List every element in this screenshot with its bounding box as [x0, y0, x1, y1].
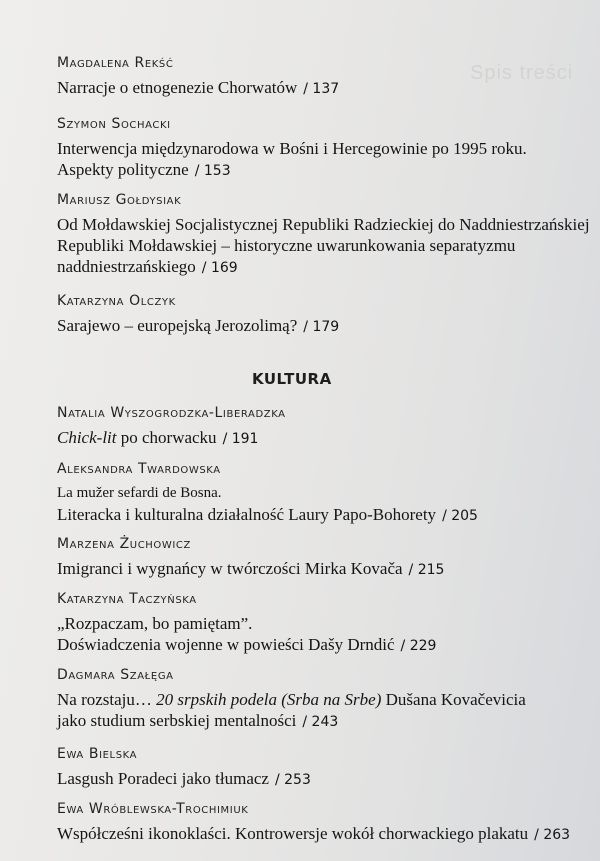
toc-entry	[57, 801, 577, 846]
section-heading: KULTURA	[252, 370, 332, 388]
entry-title: naddniestrzańskiego / 169	[57, 257, 238, 276]
page-number: / 137	[303, 81, 340, 97]
toc-entry	[57, 667, 577, 733]
entry-title: Doświadczenia wojenne w powieści Dašy Drndić / 229	[57, 635, 437, 654]
entry-title: Współcześni ikonoklaści. Kontrowersje wokół chorwackiego plakatu / 263	[57, 824, 571, 843]
entry-title: Chick-lit po chorwacku / 191	[57, 428, 259, 447]
entry-title: Narracje o etnogenezie Chorwatów / 137	[57, 78, 340, 97]
entry-title: Od Mołdawskiej Socjalistycznej Republiki Radzieckiej do Naddniestrzańskiej	[57, 215, 590, 234]
toc-entry	[57, 591, 577, 657]
toc-entry	[57, 405, 577, 450]
entry-author: Ewa Wróblewska-Trochimiuk	[57, 801, 249, 817]
entry-title: Lasgush Poradeci jako tłumacz / 253	[57, 769, 311, 788]
entry-title: Imigranci i wygnańcy w twórczości Mirka Kovača / 215	[57, 559, 445, 578]
page-number: / 263	[534, 827, 571, 843]
entry-title: Aspekty polityczne / 153	[57, 160, 231, 179]
entry-title: „Rozpaczam, bo pamiętam”.	[57, 614, 253, 633]
entry-author: Magdalena Rekść	[57, 55, 174, 71]
entry-title: Literacka i kulturalna działalność Laury Papo-Bohorety / 205	[57, 505, 478, 524]
entry-author: Dagmara Szałęga	[57, 667, 174, 683]
page-number: / 243	[302, 714, 339, 730]
entry-title: La mužer sefardi de Bosna.	[57, 485, 222, 501]
page-number: / 229	[400, 638, 437, 654]
entry-author: Natalia Wyszogrodzka-Liberadzka	[57, 405, 286, 421]
entry-author: Ewa Bielska	[57, 746, 138, 762]
toc-entry	[57, 116, 577, 182]
entry-title: Sarajewo – europejską Jerozolimą? / 179	[57, 316, 340, 335]
entry-author: Aleksandra Twardowska	[57, 461, 221, 477]
entry-author: Szymon Sochacki	[57, 116, 171, 132]
page-number: / 253	[274, 772, 311, 788]
page-number: / 153	[194, 163, 231, 179]
entry-author: Mariusz Gołdysiak	[57, 192, 182, 208]
page-number: / 191	[222, 431, 259, 447]
page-number: / 215	[408, 562, 445, 578]
entry-author: Katarzyna Olczyk	[57, 293, 176, 309]
entry-author: Katarzyna Taczyńska	[57, 591, 197, 607]
toc-entry	[57, 192, 590, 279]
toc-entry	[57, 55, 577, 100]
toc-entry	[57, 746, 577, 791]
page-number: / 179	[303, 319, 340, 335]
entry-title: Na rozstaju… 20 srpskih podela (Srba na Srbe) Dušana Kovačevicia	[57, 690, 526, 709]
toc-entry	[57, 293, 577, 338]
bleed-through-heading: Spis treści	[470, 62, 574, 84]
entry-title: Interwencja międzynarodowa w Bośni i Hercegowinie po 1995 roku.	[57, 139, 527, 158]
entry-title: jako studium serbskiej mentalności / 243	[57, 711, 339, 730]
toc-entry	[57, 461, 577, 527]
page-number: / 169	[201, 260, 238, 276]
entry-author: Marzena Żuchowicz	[57, 536, 191, 552]
page-number: / 205	[442, 508, 478, 524]
toc-entry	[57, 536, 577, 581]
entry-title: Republiki Mołdawskiej – historyczne uwarunkowania separatyzmu	[57, 236, 516, 255]
